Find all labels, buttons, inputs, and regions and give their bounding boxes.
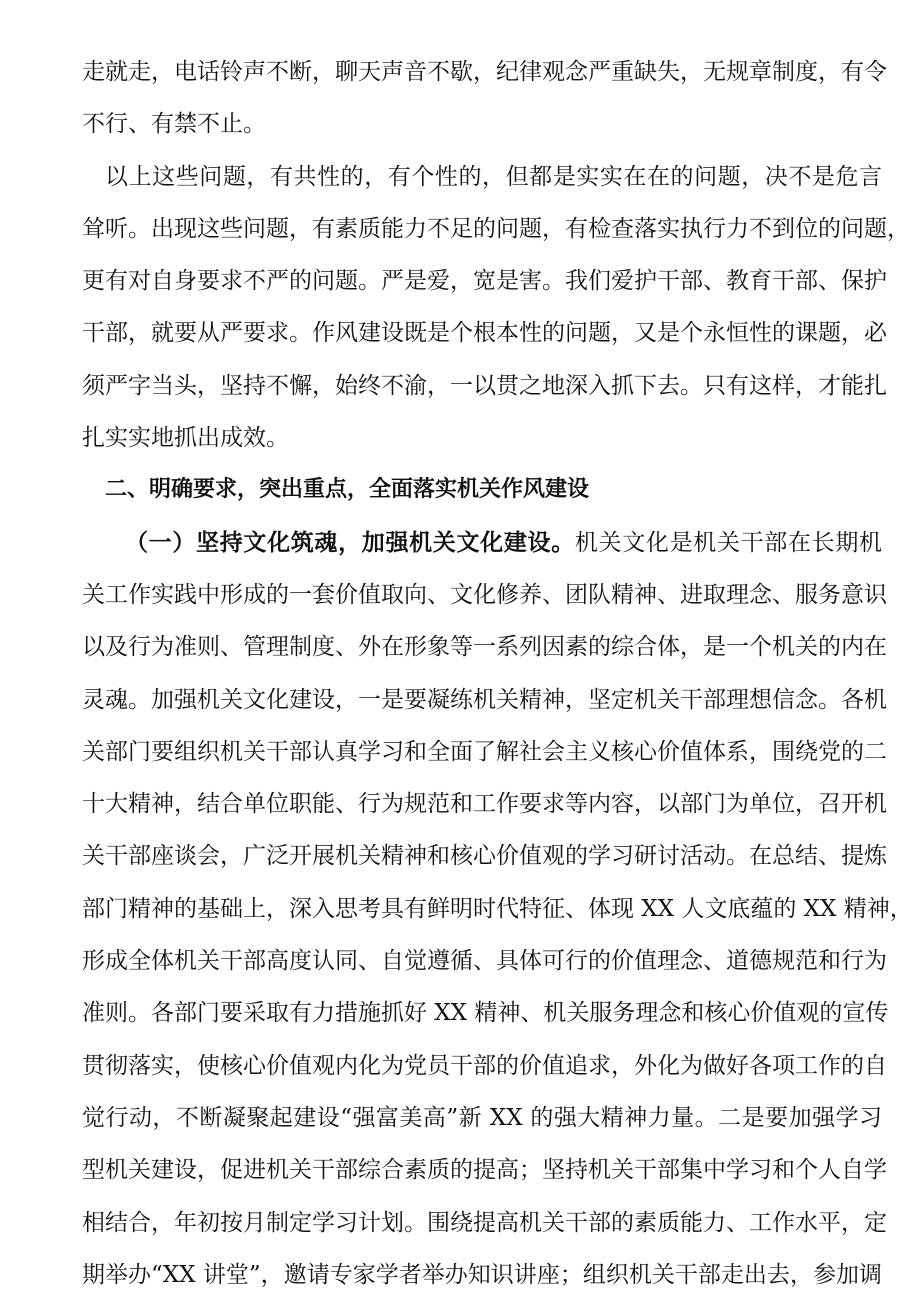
- text-line: 扎实实地抓出成效。: [82, 425, 289, 452]
- text-line: 相结合，年初按月制定学习计划。围绕提高机关干部的素质能力、工作水平，定: [82, 1209, 887, 1236]
- paragraph: [82, 151, 910, 465]
- section-heading: 二、明确要求，突出重点，全面落实机关作风建设: [105, 477, 590, 503]
- subheading: （一）坚持文化筑魂，加强机关文化建设。: [125, 528, 575, 556]
- text-line: 准则。各部门要采取有力措施抓好 XX 精神、机关服务理念和核心价值观的宣传: [82, 1000, 889, 1027]
- text-line: 以上这些问题，有共性的，有个性的，但都是实实在在的问题，决不是危言: [105, 163, 882, 190]
- text-line: 灵魂。加强机关文化建设，一是要凝练机关精神，坚定机关干部理想信念。各机: [82, 686, 887, 713]
- text-line: 关干部座谈会，广泛开展机关精神和核心价值观的学习研讨活动。在总结、提炼: [82, 843, 887, 870]
- text-line: 走就走，电话铃声不断，聊天声音不歇，纪律观念严重缺失，无规章制度，有令: [82, 59, 887, 85]
- text-line: [82, 517, 882, 569]
- text-line: 型机关建设，促进机关干部综合素质的提高；坚持机关干部集中学习和个人自学: [82, 1157, 887, 1184]
- text-line: 十大精神，结合单位职能、行为规范和工作要求等内容，以部门为单位，召开机: [82, 791, 887, 818]
- text-line: 关部门要组织机关干部认真学习和全面了解社会主义核心价值体系，围绕党的二: [82, 738, 887, 765]
- text-line: 不行、有禁不止。: [82, 111, 266, 138]
- text-line: 须严字当头，坚持不懈，始终不渝，一以贯之地深入抓下去。只有这样，才能扎: [82, 372, 887, 399]
- text-line: 部门精神的基础上，深入思考具有鲜明时代特征、体现 XX 人文底蕴的 XX 精神，: [82, 895, 913, 922]
- text-line-rest: 机关文化是机关干部在长期机: [574, 529, 883, 556]
- text-line: 贯彻落实，使核心价值观内化为党员干部的价值追求，外化为做好各项工作的自: [82, 1052, 887, 1079]
- text-line: 以及行为准则、管理制度、外在形象等一系列因素的综合体，是一个机关的内在: [82, 634, 887, 661]
- text-line: 干部，就要从严要求。作风建设既是个根本性的问题，又是个永恒性的课题，必: [82, 320, 887, 347]
- text-line: 形成全体机关干部高度认同、自觉遵循、具体可行的价值理念、道德规范和行为: [82, 948, 887, 975]
- text-line: 关工作实践中形成的一套价值取向、文化修养、团队精神、进取理念、服务意识: [82, 581, 887, 608]
- text-line: 耸听。出现这些问题，有素质能力不足的问题，有检查落实执行力不到位的问题，: [82, 215, 910, 242]
- paragraph: [82, 46, 887, 151]
- text-line: 觉行动，不断凝聚起建设“强富美高”新 XX 的强大精神力量。二是要加强学习: [82, 1104, 882, 1131]
- text-line: 更有对自身要求不严的问题。严是爱，宽是害。我们爱护干部、教育干部、保护: [82, 268, 887, 295]
- document-page: [82, 46, 913, 1301]
- text-line: 期举办“XX 讲堂”，邀请专家学者举办知识讲座；组织机关干部走出去，参加调: [82, 1261, 882, 1288]
- paragraph: [82, 517, 913, 1301]
